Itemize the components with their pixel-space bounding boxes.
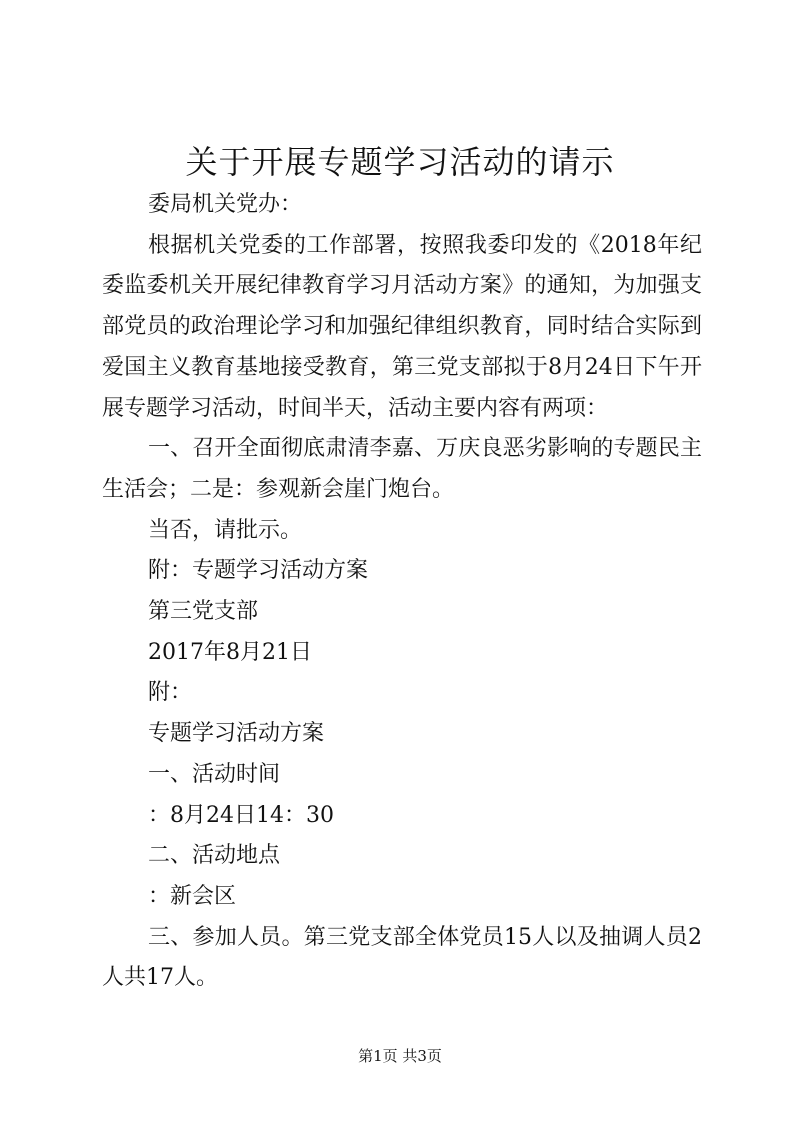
section-content: ：新会区: [148, 883, 237, 909]
request-line: 当否，请批示。: [148, 517, 303, 543]
attachment-note: 附：专题学习活动方案: [148, 558, 369, 584]
section-content: ：8月24日14：30: [148, 802, 334, 828]
section-heading: 一、活动时间: [148, 761, 281, 787]
attachment-label: 附：: [148, 680, 193, 706]
document-title: 关于开展专题学习活动的请示: [185, 143, 615, 181]
signature-org: 第三党支部: [148, 599, 259, 625]
page-indicator: 第1页 共3页: [358, 1047, 442, 1065]
body-paragraph: 根据机关党委的工作部署，按照我委印发的《2018年纪委监委机关开展纪律教育学习月活动方案》的通知，为加强支部党员的政治理论学习和加强纪律组织教育，同时结合实际到爱国主义教育基地接受教育，第三党支部拟于8月24日下午开展专题学习活动，时间半天，活动主要内容有两项：: [102, 232, 702, 421]
document-body: [102, 185, 702, 999]
body-paragraph: 一、召开全面彻底肃清李嘉、万庆良恶劣影响的专题民主生活会；二是：参观新会崖门炮台。: [102, 436, 702, 502]
salutation: 委局机关党办：: [148, 192, 303, 217]
section-heading-participants: 三、参加人员。第三党支部全体党员15人以及抽调人员2人共17人。: [102, 924, 702, 991]
plan-title: 专题学习活动方案: [148, 721, 325, 747]
signature-date: 2017年8月21日: [148, 639, 312, 665]
section-heading: 二、活动地点: [148, 843, 281, 869]
